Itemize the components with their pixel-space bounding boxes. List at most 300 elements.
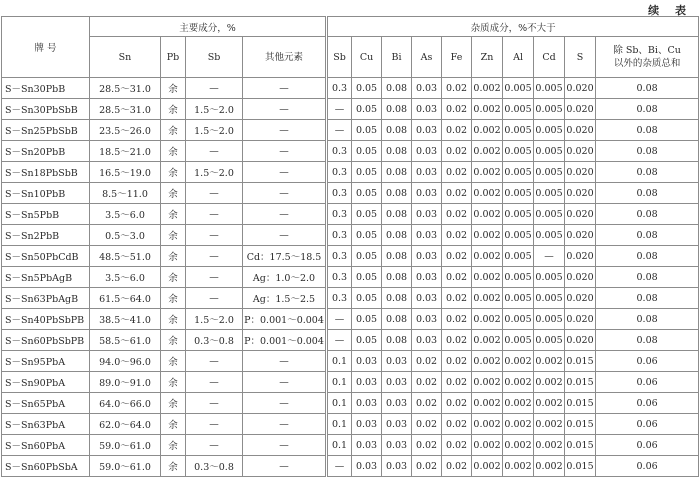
cell-sn: 62.0～64.0 [90, 414, 161, 435]
cell-grade: S－Sn2PbB [2, 225, 90, 246]
cell-imp-as: 0.03 [412, 288, 442, 309]
header-impurity-fe: Fe [442, 37, 472, 78]
cell-pb: 余 [161, 162, 186, 183]
cell-sn: 94.0～96.0 [90, 351, 161, 372]
table-row [2, 372, 699, 393]
cell-sb: 1.5～2.0 [186, 99, 243, 120]
header-impurity-bi: Bi [382, 37, 412, 78]
cell-grade: S－Sn65PbA [2, 393, 90, 414]
cell-imp-al: 0.005 [503, 225, 534, 246]
cell-imp-cu: 0.05 [352, 309, 382, 330]
cell-sb: — [186, 141, 243, 162]
cell-imp-s: 0.020 [565, 141, 596, 162]
cell-grade: S－Sn18PbSbB [2, 162, 90, 183]
cell-imp-bi: 0.03 [382, 372, 412, 393]
cell-imp-al: 0.005 [503, 309, 534, 330]
cell-grade: S－Sn90PbA [2, 372, 90, 393]
table-row [2, 204, 699, 225]
cell-grade: S－Sn63PbAgB [2, 288, 90, 309]
cell-imp-bi: 0.08 [382, 120, 412, 141]
cell-imp-zn: 0.002 [472, 267, 503, 288]
cell-imp-as: 0.03 [412, 120, 442, 141]
header-impurity-zn: Zn [472, 37, 503, 78]
cell-imp-sb: 0.3 [327, 162, 352, 183]
table-row [2, 183, 699, 204]
cell-grade: S－Sn30PbB [2, 78, 90, 99]
cell-imp-total: 0.06 [596, 393, 699, 414]
cell-imp-cu: 0.05 [352, 330, 382, 351]
cell-imp-cd: 0.002 [534, 351, 565, 372]
cell-imp-al: 0.005 [503, 204, 534, 225]
cell-imp-as: 0.03 [412, 246, 442, 267]
cell-imp-bi: 0.08 [382, 246, 412, 267]
cell-imp-fe: 0.02 [442, 78, 472, 99]
table-row [2, 456, 699, 477]
cell-other-elements: — [243, 435, 327, 456]
cell-imp-total: 0.08 [596, 99, 699, 120]
cell-imp-as: 0.03 [412, 309, 442, 330]
cell-imp-total: 0.06 [596, 414, 699, 435]
solder-composition-table [1, 16, 699, 477]
cell-imp-as: 0.03 [412, 162, 442, 183]
cell-other-elements: Ag：1.0～2.0 [243, 267, 327, 288]
header-impurity-cd: Cd [534, 37, 565, 78]
cell-other-elements: — [243, 393, 327, 414]
cell-sb: 0.3～0.8 [186, 456, 243, 477]
cell-imp-fe: 0.02 [442, 393, 472, 414]
cell-sb: — [186, 246, 243, 267]
cell-imp-cu: 0.05 [352, 162, 382, 183]
cell-grade: S－Sn20PbB [2, 141, 90, 162]
cell-imp-cd: 0.005 [534, 183, 565, 204]
cell-imp-fe: 0.02 [442, 288, 472, 309]
cell-imp-cd: 0.005 [534, 162, 565, 183]
cell-sb: 0.3～0.8 [186, 330, 243, 351]
cell-imp-s: 0.020 [565, 99, 596, 120]
cell-pb: 余 [161, 99, 186, 120]
cell-imp-s: 0.015 [565, 456, 596, 477]
cell-sn: 23.5～26.0 [90, 120, 161, 141]
header-impurities: 杂质成分，%不大于 [327, 17, 699, 37]
header-impurity-s: S [565, 37, 596, 78]
cell-imp-as: 0.03 [412, 141, 442, 162]
cell-pb: 余 [161, 225, 186, 246]
cell-imp-al: 0.002 [503, 456, 534, 477]
cell-imp-s: 0.020 [565, 267, 596, 288]
cell-imp-fe: 0.02 [442, 141, 472, 162]
cell-imp-as: 0.02 [412, 393, 442, 414]
cell-pb: 余 [161, 330, 186, 351]
cell-imp-al: 0.005 [503, 120, 534, 141]
cell-imp-cd: 0.005 [534, 288, 565, 309]
cell-grade: S－Sn95PbA [2, 351, 90, 372]
cell-imp-al: 0.005 [503, 246, 534, 267]
cell-sb: — [186, 183, 243, 204]
cell-pb: 余 [161, 372, 186, 393]
cell-imp-cd: 0.005 [534, 99, 565, 120]
cell-imp-as: 0.03 [412, 99, 442, 120]
cell-imp-bi: 0.03 [382, 456, 412, 477]
cell-imp-as: 0.03 [412, 330, 442, 351]
cell-sn: 18.5～21.0 [90, 141, 161, 162]
cell-imp-zn: 0.002 [472, 414, 503, 435]
header-impurity-sb: Sb [327, 37, 352, 78]
cell-sn: 38.5～41.0 [90, 309, 161, 330]
cell-imp-as: 0.02 [412, 435, 442, 456]
cell-imp-total: 0.08 [596, 78, 699, 99]
cell-other-elements: Cd：17.5～18.5 [243, 246, 327, 267]
table-row [2, 225, 699, 246]
cell-imp-s: 0.015 [565, 351, 596, 372]
cell-imp-s: 0.020 [565, 120, 596, 141]
cell-imp-fe: 0.02 [442, 183, 472, 204]
cell-imp-bi: 0.03 [382, 414, 412, 435]
cell-imp-zn: 0.002 [472, 99, 503, 120]
cell-imp-s: 0.020 [565, 204, 596, 225]
cell-other-elements: P：0.001～0.004 [243, 309, 327, 330]
cell-imp-sb: 0.3 [327, 288, 352, 309]
cell-imp-cu: 0.05 [352, 99, 382, 120]
cell-imp-s: 0.020 [565, 288, 596, 309]
cell-imp-as: 0.02 [412, 414, 442, 435]
cell-grade: S－Sn63PbA [2, 414, 90, 435]
header-sb: Sb [186, 37, 243, 78]
cell-imp-s: 0.020 [565, 183, 596, 204]
table-row [2, 351, 699, 372]
cell-imp-bi: 0.08 [382, 204, 412, 225]
continued-label: 续 表 [648, 4, 692, 17]
cell-sb: 1.5～2.0 [186, 120, 243, 141]
cell-imp-s: 0.020 [565, 225, 596, 246]
table-row [2, 141, 699, 162]
cell-sn: 28.5～31.0 [90, 78, 161, 99]
cell-imp-sb: 0.1 [327, 372, 352, 393]
cell-imp-al: 0.002 [503, 372, 534, 393]
cell-sb: — [186, 225, 243, 246]
cell-sb: — [186, 78, 243, 99]
cell-imp-al: 0.005 [503, 162, 534, 183]
cell-sb: — [186, 435, 243, 456]
cell-sb: — [186, 288, 243, 309]
table-row [2, 246, 699, 267]
cell-sb: — [186, 393, 243, 414]
cell-imp-fe: 0.02 [442, 225, 472, 246]
cell-imp-zn: 0.002 [472, 162, 503, 183]
cell-other-elements: — [243, 183, 327, 204]
cell-imp-total: 0.06 [596, 351, 699, 372]
cell-pb: 余 [161, 204, 186, 225]
cell-imp-zn: 0.002 [472, 246, 503, 267]
cell-imp-cu: 0.03 [352, 435, 382, 456]
cell-imp-sb: 0.1 [327, 393, 352, 414]
cell-imp-cu: 0.05 [352, 288, 382, 309]
cell-imp-bi: 0.08 [382, 309, 412, 330]
cell-sb: — [186, 267, 243, 288]
header-other-total-line2: 以外的杂质总和 [613, 58, 681, 69]
cell-imp-bi: 0.08 [382, 162, 412, 183]
cell-imp-cd: 0.005 [534, 141, 565, 162]
cell-other-elements: — [243, 78, 327, 99]
cell-grade: S－Sn60PbA [2, 435, 90, 456]
cell-imp-al: 0.005 [503, 99, 534, 120]
cell-imp-total: 0.06 [596, 456, 699, 477]
cell-imp-al: 0.005 [503, 141, 534, 162]
cell-imp-zn: 0.002 [472, 78, 503, 99]
cell-imp-cd: 0.005 [534, 204, 565, 225]
header-other-total-line1: 除 Sb、Bi、Cu [613, 45, 681, 56]
cell-pb: 余 [161, 246, 186, 267]
cell-imp-cd: 0.005 [534, 309, 565, 330]
cell-imp-bi: 0.08 [382, 99, 412, 120]
cell-imp-as: 0.02 [412, 372, 442, 393]
cell-grade: S－Sn25PbSbB [2, 120, 90, 141]
cell-grade: S－Sn60PbSbPB [2, 330, 90, 351]
header-impurity-as: As [412, 37, 442, 78]
cell-imp-bi: 0.08 [382, 78, 412, 99]
cell-pb: 余 [161, 309, 186, 330]
cell-imp-fe: 0.02 [442, 204, 472, 225]
cell-grade: S－Sn50PbCdB [2, 246, 90, 267]
cell-imp-cu: 0.05 [352, 183, 382, 204]
cell-imp-sb: — [327, 120, 352, 141]
cell-other-elements: — [243, 141, 327, 162]
cell-imp-s: 0.015 [565, 393, 596, 414]
cell-imp-cd: 0.005 [534, 120, 565, 141]
table-row [2, 435, 699, 456]
cell-imp-total: 0.08 [596, 225, 699, 246]
cell-sn: 61.5～64.0 [90, 288, 161, 309]
cell-imp-cd: 0.005 [534, 225, 565, 246]
cell-imp-zn: 0.002 [472, 393, 503, 414]
cell-sb: — [186, 351, 243, 372]
cell-imp-cu: 0.03 [352, 372, 382, 393]
cell-sn: 28.5～31.0 [90, 99, 161, 120]
cell-sn: 3.5～6.0 [90, 204, 161, 225]
cell-imp-cd: 0.002 [534, 372, 565, 393]
cell-imp-total: 0.08 [596, 162, 699, 183]
cell-imp-as: 0.02 [412, 351, 442, 372]
cell-imp-total: 0.08 [596, 204, 699, 225]
cell-imp-zn: 0.002 [472, 351, 503, 372]
cell-imp-total: 0.08 [596, 120, 699, 141]
cell-pb: 余 [161, 414, 186, 435]
cell-imp-zn: 0.002 [472, 435, 503, 456]
cell-imp-sb: 0.1 [327, 414, 352, 435]
cell-pb: 余 [161, 393, 186, 414]
cell-imp-cd: 0.002 [534, 456, 565, 477]
cell-imp-zn: 0.002 [472, 456, 503, 477]
cell-pb: 余 [161, 435, 186, 456]
cell-imp-sb: — [327, 456, 352, 477]
cell-imp-cd: 0.002 [534, 414, 565, 435]
cell-sn: 89.0～91.0 [90, 372, 161, 393]
cell-imp-al: 0.005 [503, 288, 534, 309]
cell-imp-cu: 0.05 [352, 204, 382, 225]
cell-imp-s: 0.015 [565, 372, 596, 393]
cell-sb: — [186, 204, 243, 225]
cell-pb: 余 [161, 288, 186, 309]
cell-imp-sb: 0.3 [327, 225, 352, 246]
header-grade: 牌 号 [2, 17, 90, 78]
cell-other-elements: — [243, 162, 327, 183]
cell-imp-al: 0.002 [503, 414, 534, 435]
cell-imp-zn: 0.002 [472, 141, 503, 162]
cell-imp-bi: 0.03 [382, 393, 412, 414]
table-row [2, 330, 699, 351]
cell-pb: 余 [161, 351, 186, 372]
cell-imp-cd: 0.005 [534, 78, 565, 99]
cell-imp-al: 0.002 [503, 393, 534, 414]
cell-imp-cu: 0.05 [352, 246, 382, 267]
cell-pb: 余 [161, 78, 186, 99]
cell-pb: 余 [161, 267, 186, 288]
table-row [2, 120, 699, 141]
cell-imp-total: 0.08 [596, 288, 699, 309]
cell-sn: 16.5～19.0 [90, 162, 161, 183]
cell-other-elements: — [243, 225, 327, 246]
cell-imp-cu: 0.05 [352, 225, 382, 246]
header-pb: Pb [161, 37, 186, 78]
cell-imp-total: 0.08 [596, 183, 699, 204]
cell-imp-total: 0.08 [596, 246, 699, 267]
cell-imp-bi: 0.03 [382, 435, 412, 456]
cell-imp-al: 0.005 [503, 78, 534, 99]
cell-grade: S－Sn40PbSbPB [2, 309, 90, 330]
table-row [2, 393, 699, 414]
cell-sb: — [186, 372, 243, 393]
cell-imp-total: 0.08 [596, 267, 699, 288]
cell-imp-as: 0.03 [412, 225, 442, 246]
table-row [2, 267, 699, 288]
cell-imp-sb: 0.1 [327, 351, 352, 372]
cell-imp-cu: 0.03 [352, 393, 382, 414]
table-row [2, 414, 699, 435]
table-row [2, 78, 699, 99]
cell-imp-zn: 0.002 [472, 372, 503, 393]
cell-imp-s: 0.015 [565, 414, 596, 435]
cell-sn: 3.5～6.0 [90, 267, 161, 288]
cell-imp-cu: 0.05 [352, 267, 382, 288]
cell-sn: 59.0～61.0 [90, 456, 161, 477]
cell-imp-sb: — [327, 99, 352, 120]
cell-imp-sb: 0.3 [327, 141, 352, 162]
cell-imp-sb: 0.3 [327, 204, 352, 225]
cell-imp-total: 0.08 [596, 141, 699, 162]
cell-imp-cd: — [534, 246, 565, 267]
cell-imp-s: 0.015 [565, 435, 596, 456]
table-row [2, 309, 699, 330]
table-row [2, 162, 699, 183]
cell-imp-bi: 0.08 [382, 330, 412, 351]
cell-imp-zn: 0.002 [472, 309, 503, 330]
cell-imp-sb: 0.3 [327, 246, 352, 267]
cell-sn: 8.5～11.0 [90, 183, 161, 204]
cell-other-elements: — [243, 372, 327, 393]
cell-other-elements: Ag：1.5～2.5 [243, 288, 327, 309]
cell-imp-cu: 0.03 [352, 351, 382, 372]
table-row [2, 288, 699, 309]
cell-imp-fe: 0.02 [442, 330, 472, 351]
cell-imp-s: 0.020 [565, 309, 596, 330]
cell-imp-al: 0.005 [503, 330, 534, 351]
cell-imp-as: 0.03 [412, 183, 442, 204]
cell-sn: 59.0～61.0 [90, 435, 161, 456]
cell-other-elements: — [243, 351, 327, 372]
cell-imp-cu: 0.03 [352, 456, 382, 477]
cell-grade: S－Sn60PbSbA [2, 456, 90, 477]
cell-imp-as: 0.03 [412, 78, 442, 99]
cell-imp-sb: — [327, 309, 352, 330]
cell-pb: 余 [161, 456, 186, 477]
cell-imp-total: 0.08 [596, 309, 699, 330]
cell-imp-cd: 0.005 [534, 330, 565, 351]
cell-imp-zn: 0.002 [472, 183, 503, 204]
header-impurity-al: Al [503, 37, 534, 78]
cell-sn: 58.5～61.0 [90, 330, 161, 351]
cell-imp-fe: 0.02 [442, 372, 472, 393]
cell-imp-fe: 0.02 [442, 120, 472, 141]
cell-imp-cu: 0.05 [352, 141, 382, 162]
cell-grade: S－Sn5PbB [2, 204, 90, 225]
cell-imp-fe: 0.02 [442, 99, 472, 120]
header-other-elements: 其他元素 [243, 37, 327, 78]
cell-sn: 48.5～51.0 [90, 246, 161, 267]
cell-imp-s: 0.020 [565, 246, 596, 267]
cell-grade: S－Sn5PbAgB [2, 267, 90, 288]
cell-imp-bi: 0.08 [382, 225, 412, 246]
cell-imp-fe: 0.02 [442, 456, 472, 477]
cell-imp-zn: 0.002 [472, 225, 503, 246]
cell-imp-zn: 0.002 [472, 330, 503, 351]
cell-imp-cu: 0.05 [352, 78, 382, 99]
cell-imp-fe: 0.02 [442, 351, 472, 372]
cell-imp-fe: 0.02 [442, 267, 472, 288]
cell-imp-s: 0.020 [565, 78, 596, 99]
cell-imp-sb: 0.1 [327, 435, 352, 456]
header-main-components: 主要成分，% [90, 17, 327, 37]
cell-imp-zn: 0.002 [472, 288, 503, 309]
cell-imp-al: 0.002 [503, 351, 534, 372]
cell-imp-total: 0.06 [596, 372, 699, 393]
cell-imp-bi: 0.08 [382, 288, 412, 309]
cell-other-elements: — [243, 99, 327, 120]
cell-imp-as: 0.02 [412, 456, 442, 477]
cell-pb: 余 [161, 183, 186, 204]
cell-other-elements: — [243, 204, 327, 225]
cell-imp-cu: 0.05 [352, 120, 382, 141]
cell-other-elements: P：0.001～0.004 [243, 330, 327, 351]
cell-other-elements: — [243, 456, 327, 477]
cell-imp-s: 0.020 [565, 330, 596, 351]
cell-sb: — [186, 414, 243, 435]
cell-imp-as: 0.03 [412, 204, 442, 225]
cell-grade: S－Sn30PbSbB [2, 99, 90, 120]
cell-imp-cd: 0.005 [534, 267, 565, 288]
cell-pb: 余 [161, 141, 186, 162]
cell-imp-al: 0.002 [503, 435, 534, 456]
table-row [2, 99, 699, 120]
cell-imp-total: 0.08 [596, 330, 699, 351]
cell-imp-al: 0.005 [503, 183, 534, 204]
cell-other-elements: — [243, 120, 327, 141]
cell-sn: 64.0～66.0 [90, 393, 161, 414]
cell-imp-bi: 0.08 [382, 183, 412, 204]
cell-imp-sb: 0.3 [327, 183, 352, 204]
cell-imp-total: 0.06 [596, 435, 699, 456]
cell-imp-zn: 0.002 [472, 120, 503, 141]
cell-sn: 0.5～3.0 [90, 225, 161, 246]
cell-imp-bi: 0.03 [382, 351, 412, 372]
